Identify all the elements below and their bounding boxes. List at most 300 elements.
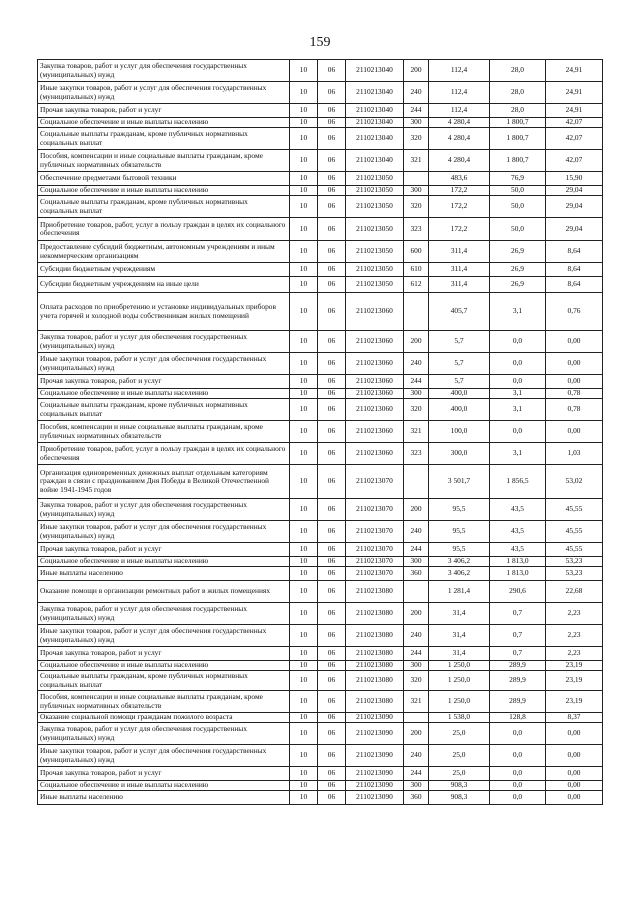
expense-type-code-cell: 320 xyxy=(404,671,429,691)
section-code-cell: 10 xyxy=(290,421,318,443)
subsection-code-cell: 06 xyxy=(318,745,346,767)
section-code-cell: 10 xyxy=(290,691,318,713)
table-row xyxy=(38,263,603,277)
target-item-code-cell: 2110213050 xyxy=(346,263,404,277)
table-row xyxy=(38,375,603,389)
target-item-code-cell: 2110213070 xyxy=(346,557,404,567)
actual-amount-cell: 43,5 xyxy=(490,521,546,543)
actual-amount-cell: 1 813,0 xyxy=(490,567,546,581)
plan-amount-cell: 311,4 xyxy=(429,263,490,277)
section-code-cell: 10 xyxy=(290,353,318,375)
target-item-code-cell: 2110213040 xyxy=(346,104,404,118)
plan-amount-cell: 300,0 xyxy=(429,443,490,465)
execution-percent-cell: 0,00 xyxy=(546,375,603,389)
execution-percent-cell: 0,00 xyxy=(546,353,603,375)
expense-type-code-cell: 323 xyxy=(404,443,429,465)
plan-amount-cell: 908,3 xyxy=(429,781,490,791)
table-row xyxy=(38,671,603,691)
section-code-cell: 10 xyxy=(290,499,318,521)
plan-amount-cell: 100,0 xyxy=(429,421,490,443)
actual-amount-cell: 1 856,5 xyxy=(490,465,546,499)
actual-amount-cell: 26,9 xyxy=(490,277,546,293)
subsection-code-cell: 06 xyxy=(318,691,346,713)
target-item-code-cell: 2110213060 xyxy=(346,331,404,353)
target-item-code-cell: 2110213080 xyxy=(346,647,404,661)
table-row xyxy=(38,745,603,767)
plan-amount-cell: 5,7 xyxy=(429,353,490,375)
section-code-cell: 10 xyxy=(290,277,318,293)
actual-amount-cell: 43,5 xyxy=(490,499,546,521)
actual-amount-cell: 1 800,7 xyxy=(490,118,546,128)
row-name-cell: Социальные выплаты гражданам, кроме публичных нормативных социальных выплат xyxy=(38,671,290,691)
table-row xyxy=(38,421,603,443)
expense-type-code-cell: 321 xyxy=(404,150,429,172)
target-item-code-cell: 2110213060 xyxy=(346,443,404,465)
row-name-cell: Закупка товаров, работ и услуг для обеспечения государственных (муниципальных) нужд xyxy=(38,60,290,82)
actual-amount-cell: 3,1 xyxy=(490,293,546,331)
table-row xyxy=(38,625,603,647)
subsection-code-cell: 06 xyxy=(318,661,346,671)
expense-type-code-cell: 300 xyxy=(404,557,429,567)
execution-percent-cell: 45,55 xyxy=(546,543,603,557)
subsection-code-cell: 06 xyxy=(318,443,346,465)
expense-type-code-cell: 200 xyxy=(404,723,429,745)
row-name-cell: Закупка товаров, работ и услуг для обеспечения государственных (муниципальных) нужд xyxy=(38,331,290,353)
plan-amount-cell: 311,4 xyxy=(429,241,490,263)
section-code-cell: 10 xyxy=(290,791,318,805)
target-item-code-cell: 2110213080 xyxy=(346,691,404,713)
target-item-code-cell: 2110213060 xyxy=(346,353,404,375)
section-code-cell: 10 xyxy=(290,671,318,691)
expense-type-code-cell: 244 xyxy=(404,375,429,389)
row-name-cell: Иные выплаты населению xyxy=(38,567,290,581)
execution-percent-cell: 29,04 xyxy=(546,218,603,241)
plan-amount-cell: 112,4 xyxy=(429,82,490,104)
row-name-cell: Социальное обеспечение и иные выплаты населению xyxy=(38,781,290,791)
table-row xyxy=(38,543,603,557)
plan-amount-cell: 31,4 xyxy=(429,625,490,647)
row-name-cell: Социальное обеспечение и иные выплаты населению xyxy=(38,118,290,128)
section-code-cell: 10 xyxy=(290,172,318,186)
expense-type-code-cell: 244 xyxy=(404,767,429,781)
plan-amount-cell: 172,2 xyxy=(429,186,490,196)
subsection-code-cell: 06 xyxy=(318,263,346,277)
table-row xyxy=(38,104,603,118)
target-item-code-cell: 2110213090 xyxy=(346,767,404,781)
execution-percent-cell: 0,00 xyxy=(546,791,603,805)
plan-amount-cell: 5,7 xyxy=(429,375,490,389)
execution-percent-cell: 2,23 xyxy=(546,603,603,625)
plan-amount-cell: 405,7 xyxy=(429,293,490,331)
section-code-cell: 10 xyxy=(290,557,318,567)
table-row xyxy=(38,691,603,713)
expense-type-code-cell: 360 xyxy=(404,791,429,805)
subsection-code-cell: 06 xyxy=(318,767,346,781)
expense-type-code-cell: 240 xyxy=(404,625,429,647)
row-name-cell: Социальные выплаты гражданам, кроме публичных нормативных социальных выплат xyxy=(38,196,290,218)
section-code-cell: 10 xyxy=(290,443,318,465)
target-item-code-cell: 2110213060 xyxy=(346,389,404,399)
subsection-code-cell: 06 xyxy=(318,713,346,723)
section-code-cell: 10 xyxy=(290,150,318,172)
target-item-code-cell: 2110213040 xyxy=(346,118,404,128)
section-code-cell: 10 xyxy=(290,60,318,82)
section-code-cell: 10 xyxy=(290,82,318,104)
row-name-cell: Организация единовременных денежных выплат отдельным категориям граждан в связи с празднованием Дня Победы в Великой Отечественной войне 1941-1945 годов xyxy=(38,465,290,499)
table-row xyxy=(38,713,603,723)
actual-amount-cell: 43,5 xyxy=(490,543,546,557)
execution-percent-cell: 1,03 xyxy=(546,443,603,465)
actual-amount-cell: 3,1 xyxy=(490,443,546,465)
subsection-code-cell: 06 xyxy=(318,277,346,293)
subsection-code-cell: 06 xyxy=(318,172,346,186)
section-code-cell: 10 xyxy=(290,389,318,399)
target-item-code-cell: 2110213070 xyxy=(346,521,404,543)
row-name-cell: Социальные выплаты гражданам, кроме публичных нормативных социальных выплат xyxy=(38,128,290,150)
actual-amount-cell: 0,0 xyxy=(490,791,546,805)
actual-amount-cell: 0,7 xyxy=(490,625,546,647)
plan-amount-cell: 25,0 xyxy=(429,723,490,745)
execution-percent-cell: 23,19 xyxy=(546,661,603,671)
table-row xyxy=(38,353,603,375)
target-item-code-cell: 2110213070 xyxy=(346,465,404,499)
plan-amount-cell: 1 250,0 xyxy=(429,661,490,671)
expense-type-code-cell: 244 xyxy=(404,647,429,661)
expense-type-code-cell: 321 xyxy=(404,691,429,713)
target-item-code-cell: 2110213040 xyxy=(346,128,404,150)
expense-type-code-cell: 323 xyxy=(404,218,429,241)
target-item-code-cell: 2110213060 xyxy=(346,293,404,331)
row-name-cell: Оказание помощи в организации ремонтных работ в жилых помещениях xyxy=(38,581,290,603)
section-code-cell: 10 xyxy=(290,128,318,150)
subsection-code-cell: 06 xyxy=(318,781,346,791)
row-name-cell: Иные закупки товаров, работ и услуг для обеспечения государственных (муниципальных) нужд xyxy=(38,82,290,104)
section-code-cell: 10 xyxy=(290,543,318,557)
table-row xyxy=(38,443,603,465)
plan-amount-cell: 4 280,4 xyxy=(429,118,490,128)
actual-amount-cell: 289,9 xyxy=(490,661,546,671)
plan-amount-cell: 31,4 xyxy=(429,603,490,625)
expense-type-code-cell: 300 xyxy=(404,186,429,196)
section-code-cell: 10 xyxy=(290,293,318,331)
actual-amount-cell: 3,1 xyxy=(490,389,546,399)
table-row xyxy=(38,661,603,671)
plan-amount-cell: 1 250,0 xyxy=(429,671,490,691)
plan-amount-cell: 95,5 xyxy=(429,499,490,521)
subsection-code-cell: 06 xyxy=(318,82,346,104)
row-name-cell: Прочая закупка товаров, работ и услуг xyxy=(38,767,290,781)
table-row xyxy=(38,196,603,218)
expense-type-code-cell: 320 xyxy=(404,128,429,150)
row-name-cell: Приобретение товаров, работ, услуг в пользу граждан в целях их социального обеспечения xyxy=(38,443,290,465)
table-row xyxy=(38,150,603,172)
section-code-cell: 10 xyxy=(290,399,318,421)
target-item-code-cell: 2110213060 xyxy=(346,375,404,389)
table-row xyxy=(38,186,603,196)
plan-amount-cell: 400,0 xyxy=(429,399,490,421)
section-code-cell: 10 xyxy=(290,196,318,218)
row-name-cell: Иные закупки товаров, работ и услуг для обеспечения государственных (муниципальных) нужд xyxy=(38,353,290,375)
subsection-code-cell: 06 xyxy=(318,128,346,150)
target-item-code-cell: 2110213070 xyxy=(346,499,404,521)
expense-type-code-cell: 600 xyxy=(404,241,429,263)
section-code-cell: 10 xyxy=(290,375,318,389)
actual-amount-cell: 76,9 xyxy=(490,172,546,186)
expense-type-code-cell xyxy=(404,465,429,499)
target-item-code-cell: 2110213080 xyxy=(346,581,404,603)
row-name-cell: Закупка товаров, работ и услуг для обеспечения государственных (муниципальных) нужд xyxy=(38,603,290,625)
target-item-code-cell: 2110213080 xyxy=(346,603,404,625)
execution-percent-cell: 23,19 xyxy=(546,691,603,713)
table-row xyxy=(38,767,603,781)
subsection-code-cell: 06 xyxy=(318,375,346,389)
section-code-cell: 10 xyxy=(290,567,318,581)
subsection-code-cell: 06 xyxy=(318,521,346,543)
row-name-cell: Прочая закупка товаров, работ и услуг xyxy=(38,647,290,661)
plan-amount-cell: 4 280,4 xyxy=(429,128,490,150)
section-code-cell: 10 xyxy=(290,647,318,661)
actual-amount-cell: 28,0 xyxy=(490,82,546,104)
actual-amount-cell: 3,1 xyxy=(490,399,546,421)
section-code-cell: 10 xyxy=(290,661,318,671)
expense-type-code-cell: 240 xyxy=(404,745,429,767)
actual-amount-cell: 0,0 xyxy=(490,331,546,353)
plan-amount-cell: 1 538,0 xyxy=(429,713,490,723)
section-code-cell: 10 xyxy=(290,241,318,263)
section-code-cell: 10 xyxy=(290,186,318,196)
execution-percent-cell: 29,04 xyxy=(546,196,603,218)
section-code-cell: 10 xyxy=(290,263,318,277)
section-code-cell: 10 xyxy=(290,521,318,543)
row-name-cell: Иные выплаты населению xyxy=(38,791,290,805)
expense-type-code-cell xyxy=(404,713,429,723)
row-name-cell: Предоставление субсидий бюджетным, автономным учреждениям и иным некоммерческим организациям xyxy=(38,241,290,263)
subsection-code-cell: 06 xyxy=(318,723,346,745)
plan-amount-cell: 4 280,4 xyxy=(429,150,490,172)
row-name-cell: Приобретение товаров, работ, услуг в пользу граждан в целях их социального обеспечения xyxy=(38,218,290,241)
target-item-code-cell: 2110213050 xyxy=(346,186,404,196)
expense-type-code-cell: 300 xyxy=(404,661,429,671)
subsection-code-cell: 06 xyxy=(318,218,346,241)
target-item-code-cell: 2110213050 xyxy=(346,196,404,218)
expense-type-code-cell: 300 xyxy=(404,118,429,128)
target-item-code-cell: 2110213060 xyxy=(346,399,404,421)
execution-percent-cell: 0,78 xyxy=(546,389,603,399)
expense-type-code-cell: 240 xyxy=(404,521,429,543)
section-code-cell: 10 xyxy=(290,218,318,241)
actual-amount-cell: 289,9 xyxy=(490,691,546,713)
row-name-cell: Иные закупки товаров, работ и услуг для обеспечения государственных (муниципальных) нужд xyxy=(38,521,290,543)
subsection-code-cell: 06 xyxy=(318,104,346,118)
expense-type-code-cell: 321 xyxy=(404,421,429,443)
table-row xyxy=(38,277,603,293)
row-name-cell: Социальные выплаты гражданам, кроме публичных нормативных социальных выплат xyxy=(38,399,290,421)
subsection-code-cell: 06 xyxy=(318,603,346,625)
execution-percent-cell: 53,23 xyxy=(546,557,603,567)
expense-type-code-cell: 612 xyxy=(404,277,429,293)
table-row xyxy=(38,82,603,104)
section-code-cell: 10 xyxy=(290,118,318,128)
expense-type-code-cell: 300 xyxy=(404,389,429,399)
table-row xyxy=(38,331,603,353)
table-row xyxy=(38,241,603,263)
section-code-cell: 10 xyxy=(290,625,318,647)
subsection-code-cell: 06 xyxy=(318,241,346,263)
section-code-cell: 10 xyxy=(290,581,318,603)
expense-type-code-cell: 360 xyxy=(404,567,429,581)
subsection-code-cell: 06 xyxy=(318,186,346,196)
expense-type-code-cell xyxy=(404,293,429,331)
execution-percent-cell: 0,78 xyxy=(546,399,603,421)
plan-amount-cell: 483,6 xyxy=(429,172,490,186)
plan-amount-cell: 172,2 xyxy=(429,218,490,241)
execution-percent-cell: 24,91 xyxy=(546,82,603,104)
target-item-code-cell: 2110213050 xyxy=(346,218,404,241)
target-item-code-cell: 2110213070 xyxy=(346,543,404,557)
row-name-cell: Субсидии бюджетным учреждениям xyxy=(38,263,290,277)
row-name-cell: Социальное обеспечение и иные выплаты населению xyxy=(38,186,290,196)
subsection-code-cell: 06 xyxy=(318,543,346,557)
subsection-code-cell: 06 xyxy=(318,557,346,567)
page-number: 159 xyxy=(309,35,331,50)
actual-amount-cell: 0,0 xyxy=(490,723,546,745)
table-row xyxy=(38,521,603,543)
subsection-code-cell: 06 xyxy=(318,647,346,661)
actual-amount-cell: 0,7 xyxy=(490,603,546,625)
plan-amount-cell: 3 406,2 xyxy=(429,557,490,567)
expense-type-code-cell: 200 xyxy=(404,603,429,625)
execution-percent-cell: 0,76 xyxy=(546,293,603,331)
table-row xyxy=(38,581,603,603)
table-row xyxy=(38,172,603,186)
execution-percent-cell: 0,00 xyxy=(546,745,603,767)
subsection-code-cell: 06 xyxy=(318,293,346,331)
expense-type-code-cell xyxy=(404,581,429,603)
row-name-cell: Пособия, компенсации и иные социальные выплаты гражданам, кроме публичных нормативных обязательств xyxy=(38,421,290,443)
plan-amount-cell: 3 501,7 xyxy=(429,465,490,499)
subsection-code-cell: 06 xyxy=(318,465,346,499)
execution-percent-cell: 8,37 xyxy=(546,713,603,723)
execution-percent-cell: 15,90 xyxy=(546,172,603,186)
budget-table xyxy=(37,59,603,805)
expense-type-code-cell xyxy=(404,172,429,186)
subsection-code-cell: 06 xyxy=(318,581,346,603)
subsection-code-cell: 06 xyxy=(318,118,346,128)
table-row xyxy=(38,399,603,421)
subsection-code-cell: 06 xyxy=(318,671,346,691)
row-name-cell: Закупка товаров, работ и услуг для обеспечения государственных (муниципальных) нужд xyxy=(38,723,290,745)
plan-amount-cell: 112,4 xyxy=(429,104,490,118)
section-code-cell: 10 xyxy=(290,331,318,353)
table-row xyxy=(38,118,603,128)
target-item-code-cell: 2110213090 xyxy=(346,745,404,767)
execution-percent-cell: 22,68 xyxy=(546,581,603,603)
plan-amount-cell: 311,4 xyxy=(429,277,490,293)
section-code-cell: 10 xyxy=(290,603,318,625)
row-name-cell: Иные закупки товаров, работ и услуг для обеспечения государственных (муниципальных) нужд xyxy=(38,745,290,767)
expense-type-code-cell: 240 xyxy=(404,353,429,375)
target-item-code-cell: 2110213070 xyxy=(346,567,404,581)
actual-amount-cell: 128,8 xyxy=(490,713,546,723)
target-item-code-cell: 2110213060 xyxy=(346,421,404,443)
row-name-cell: Пособия, компенсации и иные социальные выплаты гражданам, кроме публичных нормативных обязательств xyxy=(38,150,290,172)
row-name-cell: Пособия, компенсации и иные социальные выплаты гражданам, кроме публичных нормативных обязательств xyxy=(38,691,290,713)
execution-percent-cell: 0,00 xyxy=(546,331,603,353)
table-row xyxy=(38,60,603,82)
subsection-code-cell: 06 xyxy=(318,389,346,399)
table-row xyxy=(38,557,603,567)
table-row xyxy=(38,791,603,805)
section-code-cell: 10 xyxy=(290,767,318,781)
row-name-cell: Оплата расходов по приобретению и установке индивидуальных приборов учета горячей и холодной воды собственникам жилых помещений xyxy=(38,293,290,331)
row-name-cell: Субсидии бюджетным учреждениям на иные цели xyxy=(38,277,290,293)
target-item-code-cell: 2110213090 xyxy=(346,713,404,723)
plan-amount-cell: 5,7 xyxy=(429,331,490,353)
plan-amount-cell: 908,3 xyxy=(429,791,490,805)
subsection-code-cell: 06 xyxy=(318,196,346,218)
table-row xyxy=(38,603,603,625)
table-row xyxy=(38,128,603,150)
actual-amount-cell: 1 800,7 xyxy=(490,128,546,150)
target-item-code-cell: 2110213090 xyxy=(346,791,404,805)
target-item-code-cell: 2110213040 xyxy=(346,150,404,172)
subsection-code-cell: 06 xyxy=(318,791,346,805)
actual-amount-cell: 26,9 xyxy=(490,263,546,277)
subsection-code-cell: 06 xyxy=(318,60,346,82)
target-item-code-cell: 2110213080 xyxy=(346,625,404,647)
target-item-code-cell: 2110213050 xyxy=(346,277,404,293)
row-name-cell: Прочая закупка товаров, работ и услуг xyxy=(38,543,290,557)
actual-amount-cell: 0,0 xyxy=(490,745,546,767)
section-code-cell: 10 xyxy=(290,723,318,745)
execution-percent-cell: 0,00 xyxy=(546,421,603,443)
plan-amount-cell: 25,0 xyxy=(429,767,490,781)
actual-amount-cell: 1 813,0 xyxy=(490,557,546,567)
table-row xyxy=(38,465,603,499)
expense-type-code-cell: 244 xyxy=(404,543,429,557)
execution-percent-cell: 29,04 xyxy=(546,186,603,196)
actual-amount-cell: 0,0 xyxy=(490,353,546,375)
section-code-cell: 10 xyxy=(290,745,318,767)
table-row xyxy=(38,781,603,791)
actual-amount-cell: 50,0 xyxy=(490,218,546,241)
row-name-cell: Обеспечение предметами бытовой техники xyxy=(38,172,290,186)
actual-amount-cell: 50,0 xyxy=(490,186,546,196)
table-row xyxy=(38,218,603,241)
expense-type-code-cell: 300 xyxy=(404,781,429,791)
actual-amount-cell: 28,0 xyxy=(490,60,546,82)
execution-percent-cell: 23,19 xyxy=(546,671,603,691)
actual-amount-cell: 50,0 xyxy=(490,196,546,218)
plan-amount-cell: 1 281,4 xyxy=(429,581,490,603)
subsection-code-cell: 06 xyxy=(318,567,346,581)
table-row xyxy=(38,293,603,331)
row-name-cell: Прочая закупка товаров, работ и услуг xyxy=(38,104,290,118)
budget-table-body xyxy=(38,60,603,805)
plan-amount-cell: 31,4 xyxy=(429,647,490,661)
execution-percent-cell: 2,23 xyxy=(546,625,603,647)
expense-type-code-cell: 200 xyxy=(404,499,429,521)
plan-amount-cell: 3 406,2 xyxy=(429,567,490,581)
target-item-code-cell: 2110213080 xyxy=(346,671,404,691)
execution-percent-cell: 8,64 xyxy=(546,241,603,263)
subsection-code-cell: 06 xyxy=(318,150,346,172)
plan-amount-cell: 95,5 xyxy=(429,521,490,543)
expense-type-code-cell: 240 xyxy=(404,82,429,104)
execution-percent-cell: 8,64 xyxy=(546,263,603,277)
expense-type-code-cell: 320 xyxy=(404,399,429,421)
subsection-code-cell: 06 xyxy=(318,421,346,443)
